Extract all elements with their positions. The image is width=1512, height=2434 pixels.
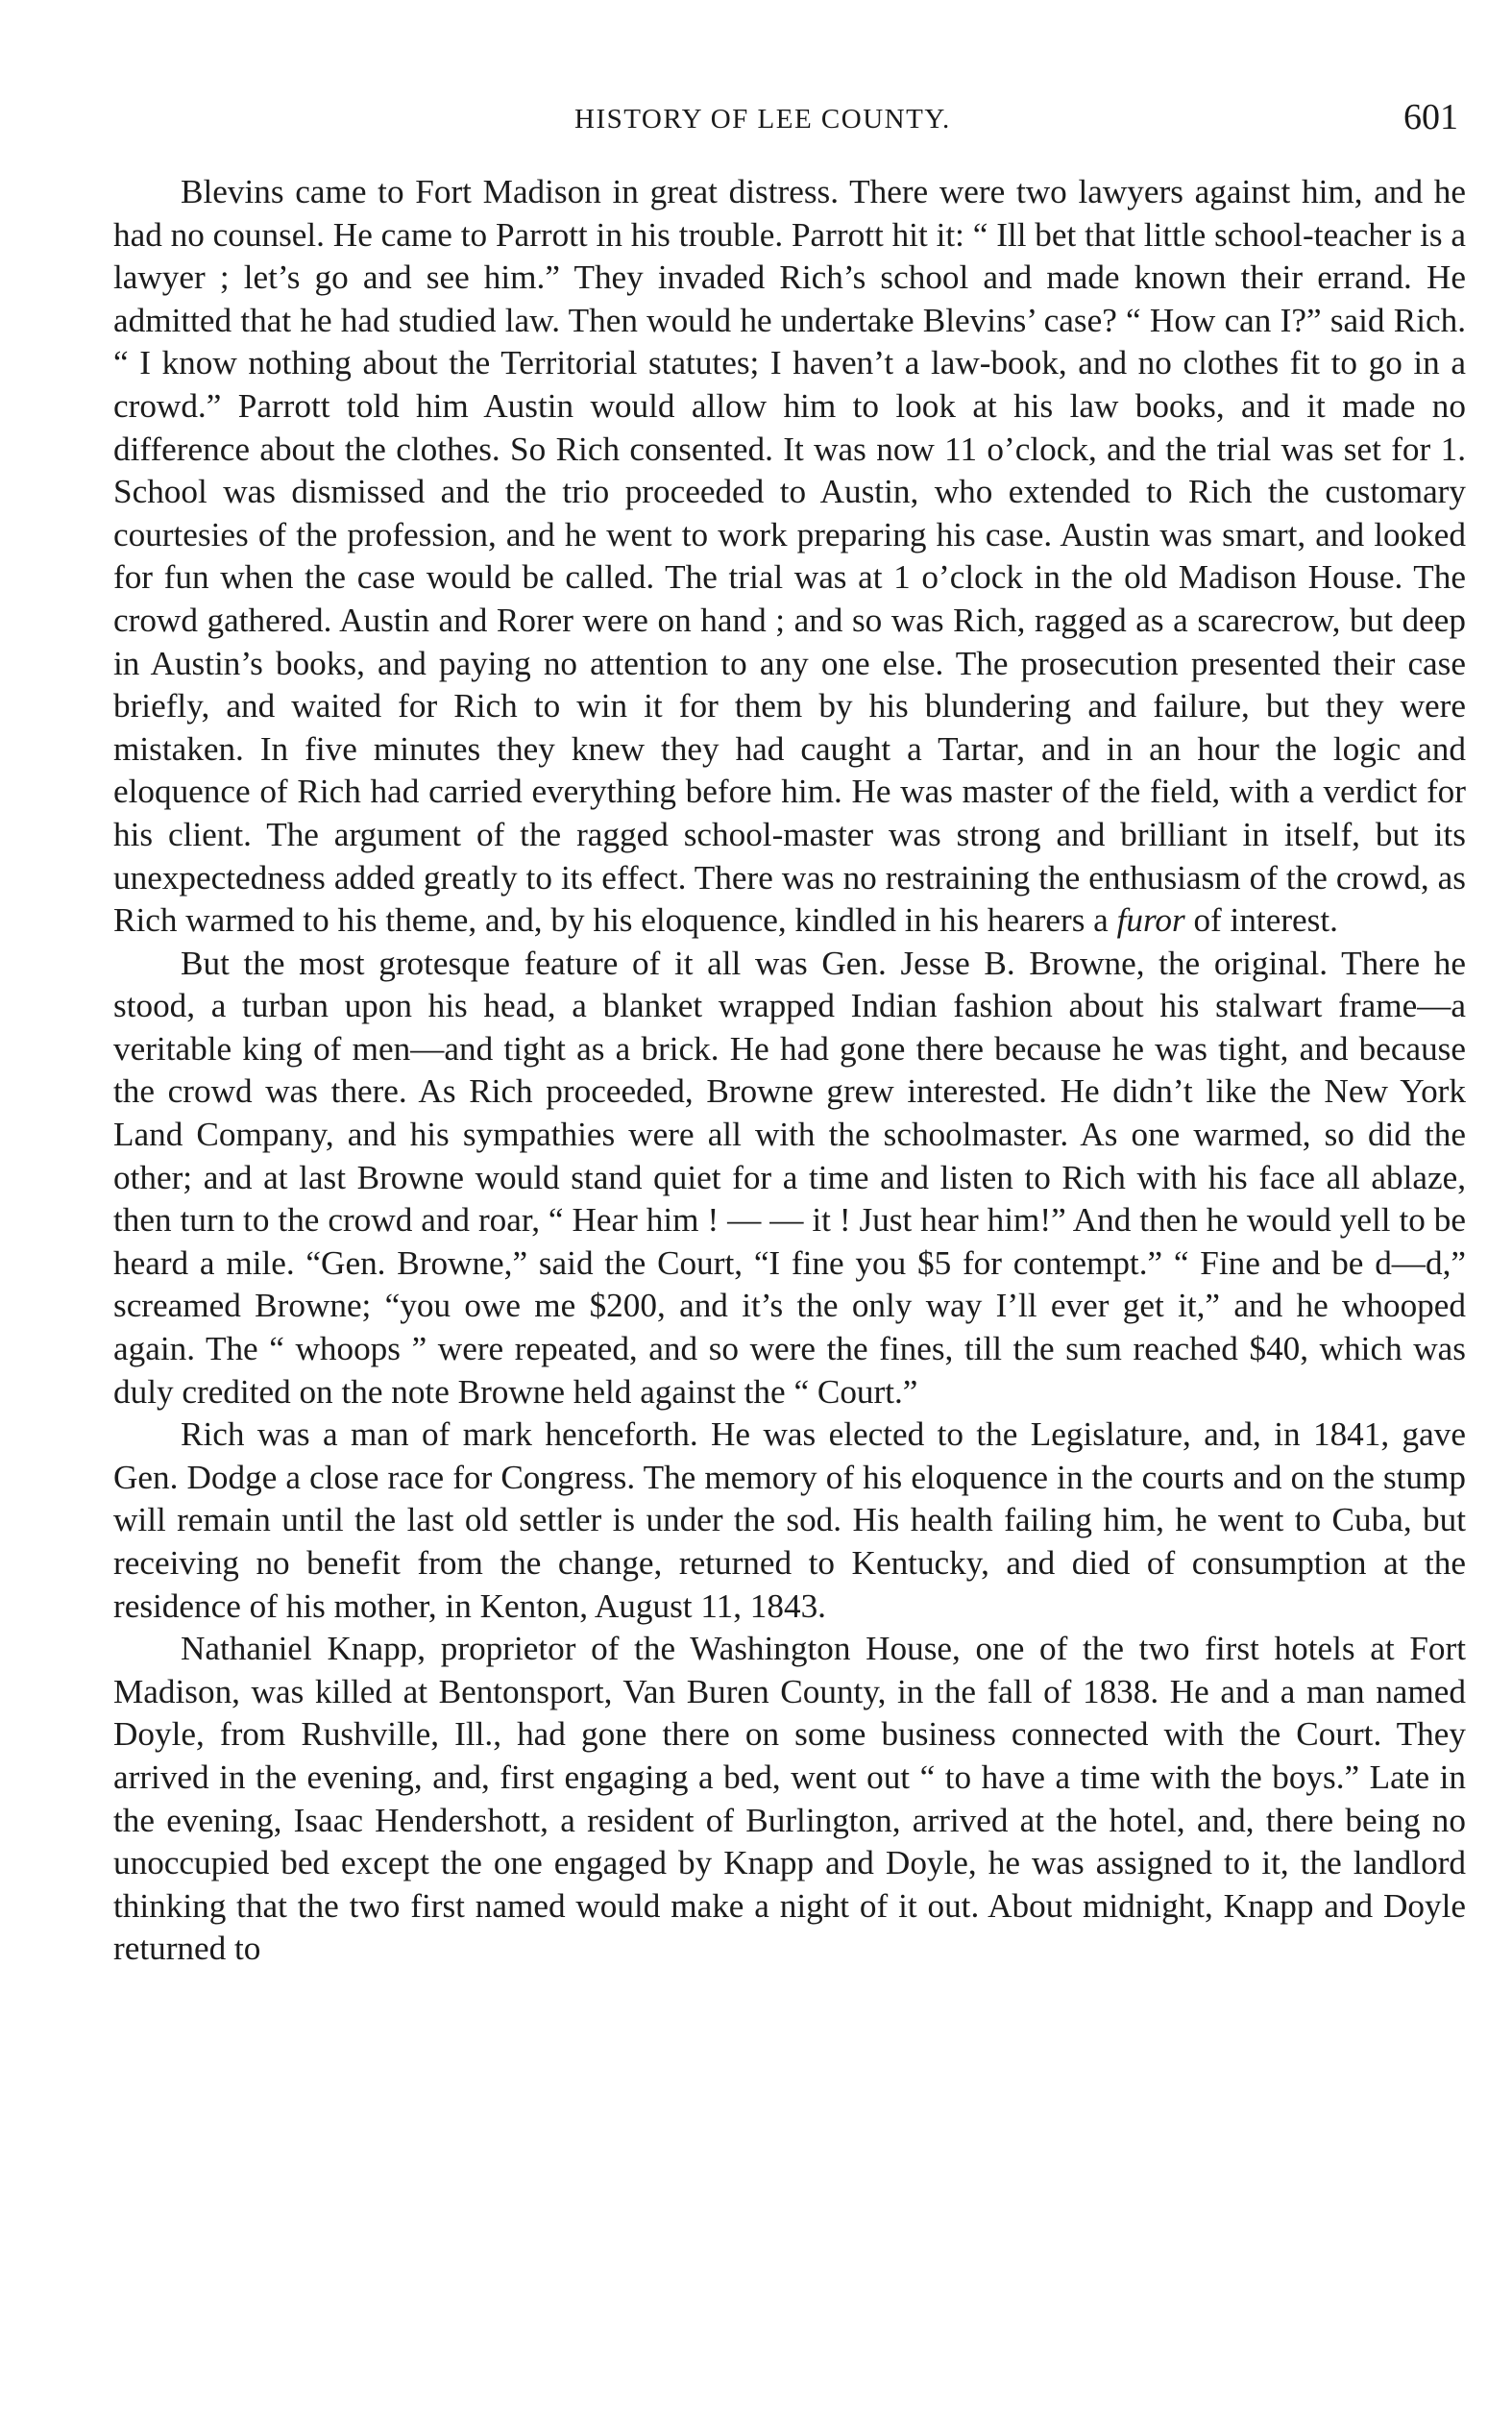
- paragraph-text: Blevins came to Fort Madison in great distress. There were two lawyers against him, and he had no counsel. He came to Parrott in his trouble. Parrott hit it: “ Ill bet that little school-teacher is a lawyer ; let’s go and see him.” They invaded Rich’s school and made known their errand. He admitted that he had studied law. Then would he undertake Blevins’ case? “ How can I?” said Rich. “ I know nothing about the Territorial statutes; I haven’t a law-book, and no clothes fit to go in a crowd.” Parrott told him Austin would allow him to look at his law books, and it made no difference about the clothes. So Rich consented. It was now 11 o’clock, and the trial was set for 1. School was dismissed and the trio proceeded to Austin, who extended to Rich the customary courtesies of the profession, and he went to work preparing his case. Austin was smart, and looked for fun when the case would be called. The trial was at 1 o’clock in the old Madison House. The crowd gathered. Austin and Rorer were on hand ; and so was Rich, ragged as a scarecrow, but deep in Austin’s books, and paying no attention to any one else. The prosecution presented their case briefly, and waited for Rich to win it for them by his blundering and failure, but they were mistaken. In five minutes they knew they had caught a Tartar, and in an hour the logic and eloquence of Rich had carried everything before him. He was master of the field, with a verdict for his client. The argument of the ragged school-master was strong and brilliant in itself, but its unexpectedness added greatly to its effect. There was no restraining the enthusiasm of the crowd, as Rich warmed to his theme, and, by his eloquence, kindled in his hearers a: [113, 173, 1466, 940]
- paragraph-rich-career: Rich was a man of mark henceforth. He was elected to the Legislature, and, in 1841, gave Gen. Dodge a close race for Congress. The memory of his eloquence in the courts and on the stump will remain until the last old settler is under the sod. His health failing him, he went to Cuba, but receiving no benefit from the change, returned to Kentucky, and died of consumption at the residence of his mother, in Kenton, August 11, 1843.: [113, 1415, 1466, 1625]
- body-text: [113, 171, 1466, 1971]
- paragraph-nathaniel-knapp: Nathaniel Knapp, proprietor of the Washington House, one of the two first hotels at Fort Madison, was killed at Bentonsport, Van Buren County, in the fall of 1838. He and a man named Doyle, from Rushville, Ill., had gone there on some business connected with the Court. They arrived in the evening, and, first engaging a bed, went out “ to have a time with the boys.” Late in the evening, Isaac Hendershott, a resident of Burlington, arrived at the hotel, and, there being no unoccupied bed except the one engaged by Knapp and Doyle, he was assigned to it, the landlord thinking that the two first named would make a night of it out. About midnight, Knapp and Doyle returned to: [113, 1630, 1466, 1968]
- running-head-title: HISTORY OF LEE COUNTY.: [574, 104, 951, 135]
- running-head: [113, 96, 1458, 154]
- italic-word: furor: [1116, 901, 1185, 940]
- page-number: 601: [1403, 97, 1458, 137]
- paragraph-gen-browne: But the most grotesque feature of it all was Gen. Jesse B. Browne, the original. There he stood, a turban upon his head, a blanket wrapped Indian fashion about his stalwart frame—a veritable king of men—and tight as a brick. He had gone there because he was tight, and because the crowd was there. As Rich proceeded, Browne grew interested. He didn’t like the New York Land Company, and his sympathies were all with the schoolmaster. As one warmed, so did the other; and at last Browne would stand quiet for a time and listen to Rich with his face all ablaze, then turn to the crowd and roar, “ Hear him ! — — it ! Just hear him!” And then he would yell to be heard a mile. “Gen. Browne,” said the Court, “I fine you $5 for contempt.” “ Fine and be d—d,” screamed Browne; “you owe me $200, and it’s the only way I’ll ever get it,” and he whooped again. The “ whoops ” were repeated, and so were the fines, till the sum reached $40, which was duly credited on the note Browne held against the “ Court.”: [113, 944, 1466, 1411]
- paragraph-blevins-trial: [113, 171, 1466, 943]
- paragraph-text-end: of interest.: [1184, 901, 1338, 940]
